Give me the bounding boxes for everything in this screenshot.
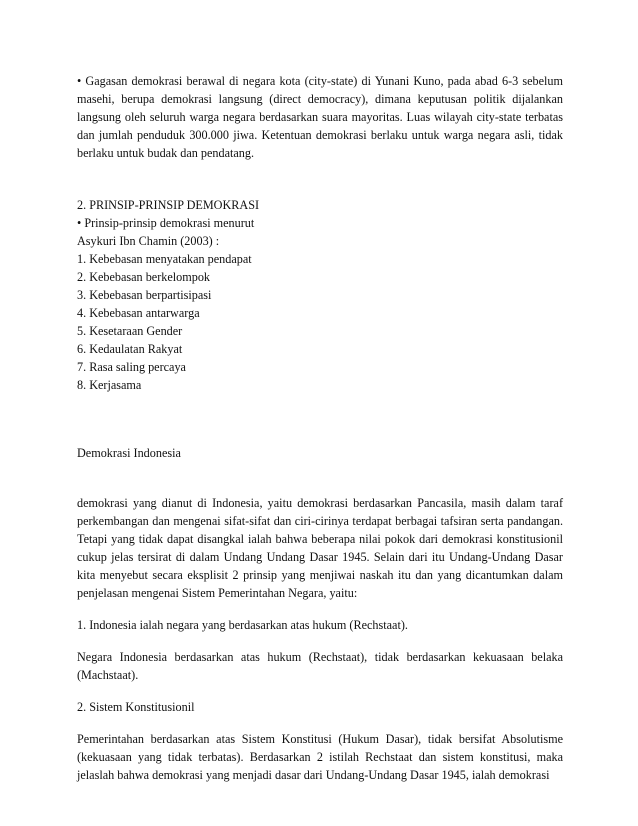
list-item: 8. Kerjasama [77, 378, 142, 392]
list-item: 2. Kebebasan berkelompok [77, 270, 211, 284]
principles-list [77, 250, 563, 394]
point-2-body: Pemerintahan berdasarkan atas Sistem Konstitusi (Hukum Dasar), tidak bersifat Absolutisme (kekuasaan yang tidak terbatas). Berdasarkan 2 istilah Rechstaat dan sistem konstitusi, maka jelaslah bahwa demokrasi yang menjadi dasar dari Undang-Undang Dasar 1945, ialah demokrasi [77, 732, 563, 782]
point-1-title: 1. Indonesia ialah negara yang berdasarkan atas hukum (Rechstaat). [77, 618, 408, 632]
spacer [77, 162, 563, 196]
spacer [77, 462, 563, 494]
indonesia-paragraph: demokrasi yang dianut di Indonesia, yaitu demokrasi berdasarkan Pancasila, masih dalam taraf perkembangan dan mengenai sifat-sifat dan ciri-cirinya terdapat berbagai tafsiran serta pandangan. Tetapi yang tidak dapat disangkal ialah bahwa beberapa nilai pokok dari demokrasi konstitusionil cukup jelas tersirat di dalam Undang Undang Dasar 1945. Selain dari itu Undang-Undang Dasar kita menyebut secara eksplisit 2 prinsip yang menjiwai naskah itu dan yang dicantumkan dalam penjelasan mengenai Sistem Pemerintahan Negara, yaitu: [77, 496, 563, 600]
principles-subheading: • Prinsip-prinsip demokrasi menurut [77, 216, 255, 230]
indonesia-heading: Demokrasi Indonesia [77, 446, 181, 460]
list-item: 4. Kebebasan antarwarga [77, 306, 200, 320]
point-2-title: 2. Sistem Konstitusionil [77, 700, 195, 714]
spacer [77, 684, 563, 698]
spacer [77, 394, 563, 444]
spacer [77, 602, 563, 616]
spacer [77, 716, 563, 730]
principles-heading: 2. PRINSIP-PRINSIP DEMOKRASI [77, 198, 260, 212]
intro-paragraph: • Gagasan demokrasi berawal di negara kota (city-state) di Yunani Kuno, pada abad 6-3 sebelum masehi, berupa demokrasi langsung (direct democracy), dimana keputusan politik dijalankan langsung oleh seluruh warga negara berdasarkan suara mayoritas. Luas wilayah city-state terbatas dan jumlah penduduk 300.000 jiwa. Ketentuan demokrasi berlaku untuk warga negara asli, tidak berlaku untuk budak dan pendatang. [77, 74, 563, 160]
principles-source: Asykuri Ibn Chamin (2003) : [77, 234, 220, 248]
list-item: 6. Kedaulatan Rakyat [77, 342, 183, 356]
spacer [77, 634, 563, 648]
list-item: 5. Kesetaraan Gender [77, 324, 183, 338]
list-item: 3. Kebebasan berpartisipasi [77, 288, 212, 302]
list-item: 7. Rasa saling percaya [77, 360, 186, 374]
point-1-body: Negara Indonesia berdasarkan atas hukum (Rechstaat), tidak berdasarkan kekuasaan belaka (Machstaat). [77, 650, 563, 682]
list-item: 1. Kebebasan menyatakan pendapat [77, 252, 252, 266]
document-body [77, 72, 563, 784]
